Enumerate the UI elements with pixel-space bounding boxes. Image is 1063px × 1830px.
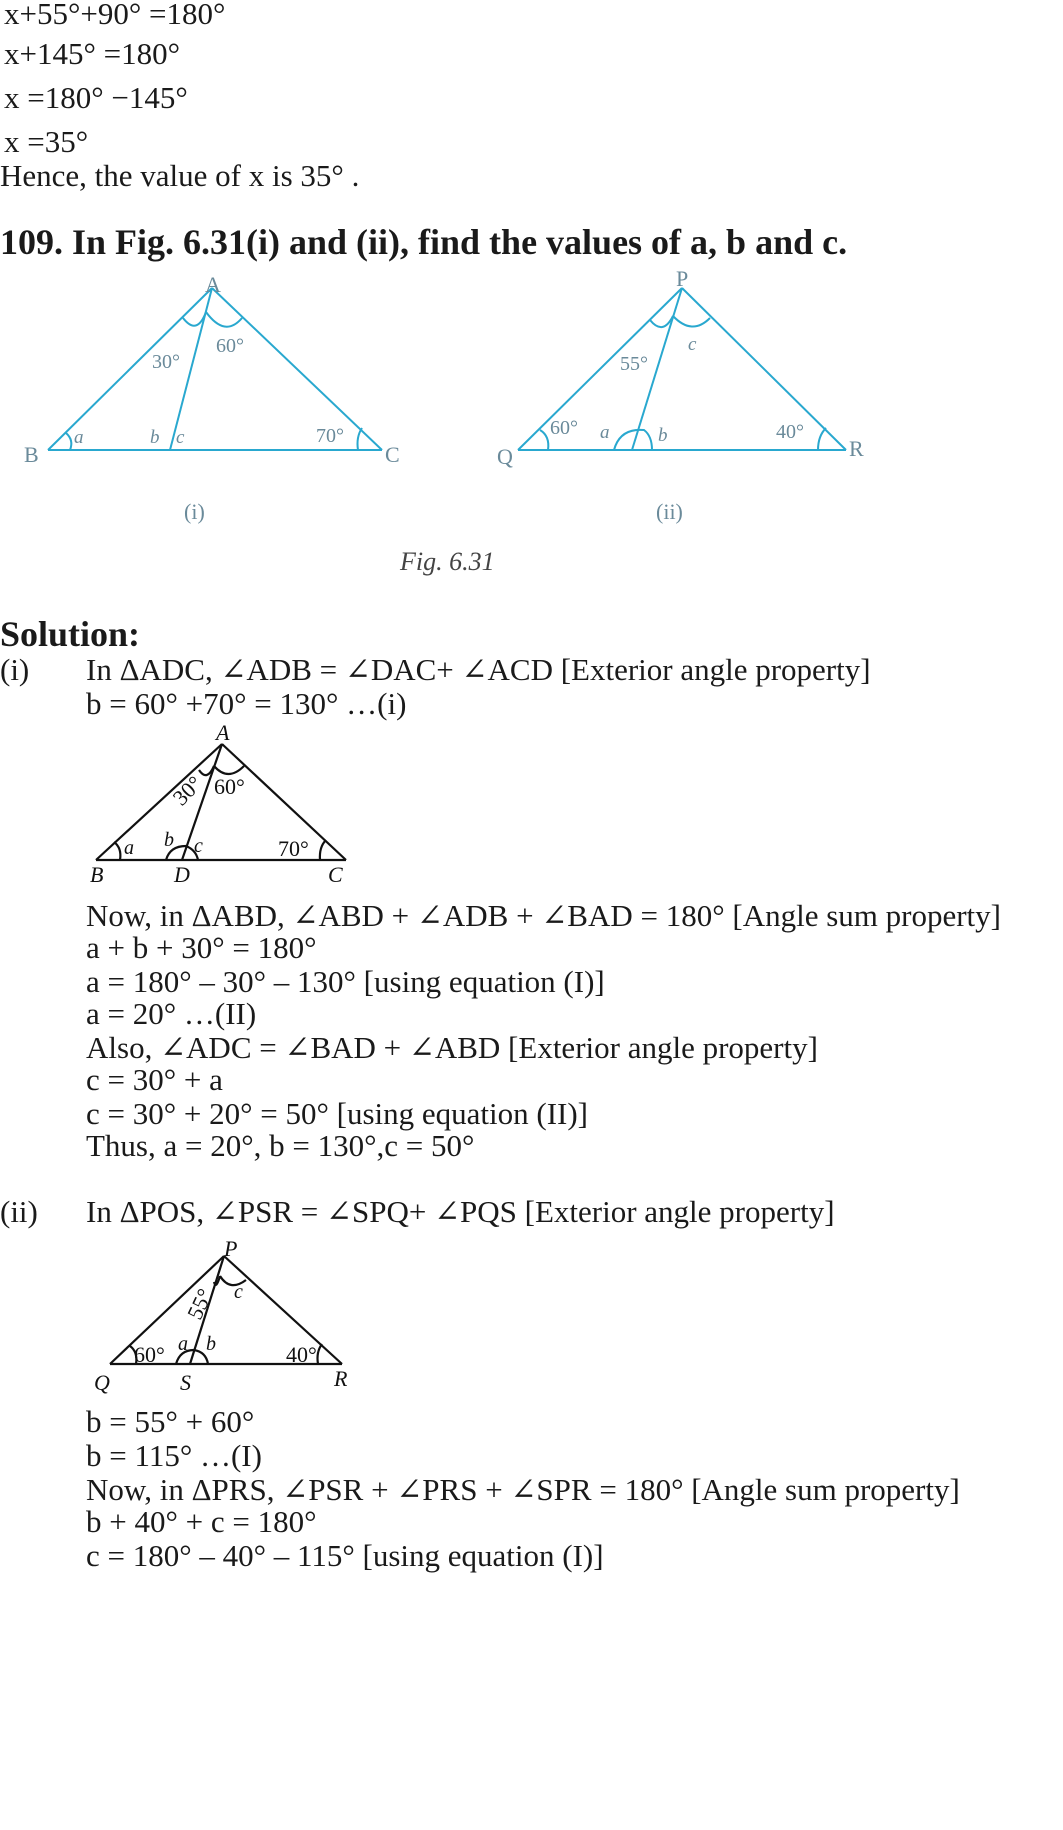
diagram1-label-30: 30° (167, 770, 208, 811)
diagram2-label-P: P (224, 1236, 238, 1261)
intro-line-3: x =180° −145° (4, 80, 188, 115)
intro-conclusion: Hence, the value of x is 35° . (0, 158, 360, 193)
intro-line-1: x+55°+90° =180° (4, 0, 226, 31)
diagram1-label-D: D (174, 862, 190, 887)
intro-line-2: x+145° =180° (4, 36, 181, 71)
part1-after-3: a = 180° – 30° – 130° [using equation (I)] (86, 964, 605, 999)
label-a-right: a (600, 422, 610, 443)
label-B: B (24, 442, 39, 467)
part1-line-2: b = 60° +70° = 130° …(i) (86, 686, 407, 721)
label-c-left: c (176, 427, 185, 448)
diagram2-label-40: 40° (286, 1342, 317, 1367)
solution-heading: Solution: (0, 614, 141, 654)
diagram1-label-b: b (164, 829, 174, 851)
label-70-left: 70° (316, 425, 344, 447)
label-C: C (385, 442, 400, 467)
label-b-left: b (150, 427, 160, 448)
diagram1-label-A: A (216, 720, 230, 745)
part1-after-8: Thus, a = 20°, b = 130°,c = 50° (86, 1128, 475, 1163)
part2-after-4: b + 40° + c = 180° (86, 1504, 317, 1539)
diagram1-label-c: c (194, 835, 203, 857)
label-c-right: c (688, 334, 697, 355)
part2-after-5: c = 180° – 40° – 115° [using equation (I)] (86, 1538, 604, 1573)
sub-label-i: (i) (184, 499, 205, 524)
part1-after-5: Also, ∠ADC = ∠BAD + ∠ABD [Exterior angle property] (86, 1030, 818, 1065)
part2-label: (ii) (0, 1194, 38, 1229)
diagram2-label-a: a (178, 1333, 188, 1355)
intro-line-4: x =35° (4, 124, 89, 159)
part1-after-4: a = 20° …(II) (86, 996, 257, 1031)
label-b-right: b (658, 425, 668, 446)
part1-after-1: Now, in ΔABD, ∠ABD + ∠ADB + ∠BAD = 180° [Angle sum property] (86, 898, 1001, 933)
part1-line-1: In ΔADC, ∠ADB = ∠DAC+ ∠ACD [Exterior angle property] (86, 652, 871, 687)
label-P: P (676, 266, 689, 291)
diagram2-label-R: R (334, 1366, 348, 1391)
diagram1-label-B: B (90, 862, 104, 887)
diagram2-label-55: 55° (181, 1284, 218, 1324)
label-R: R (849, 436, 864, 461)
part1-label: (i) (0, 652, 30, 687)
sub-label-ii: (ii) (656, 499, 683, 524)
diagram1-label-C: C (328, 862, 343, 887)
label-40: 40° (776, 421, 804, 443)
part1-after-6: c = 30° + a (86, 1062, 223, 1097)
part2-after-2: b = 115° …(I) (86, 1438, 262, 1473)
diagram1-label-60: 60° (214, 774, 245, 799)
diagram1-label-70: 70° (278, 836, 309, 861)
diagram2-label-60: 60° (134, 1342, 165, 1367)
part2-line-1: In ΔPOS, ∠PSR = ∠SPQ+ ∠PQS [Exterior angle property] (86, 1194, 835, 1229)
part2-after-3: Now, in ΔPRS, ∠PSR + ∠PRS + ∠SPR = 180° [Angle sum property] (86, 1472, 960, 1507)
part2-after-1: b = 55° + 60° (86, 1404, 255, 1439)
question-title: 109. In Fig. 6.31(i) and (ii), find the values of a, b and c. (0, 222, 848, 262)
label-a-left: a (74, 427, 84, 448)
label-A: A (205, 272, 221, 297)
label-Q: Q (497, 444, 513, 469)
diagram2-label-Q: Q (94, 1370, 110, 1395)
diagram1-label-a: a (124, 837, 134, 859)
label-60-left: 60° (216, 335, 244, 357)
label-55: 55° (620, 353, 648, 375)
label-60-right: 60° (550, 417, 578, 439)
diagram2-label-b: b (206, 1333, 216, 1355)
part1-after-7: c = 30° + 20° = 50° [using equation (II)] (86, 1096, 589, 1131)
label-30-left: 30° (152, 351, 180, 373)
part1-after-2: a + b + 30° = 180° (86, 930, 317, 965)
diagram2-label-S: S (180, 1370, 191, 1395)
diagram2-label-c: c (234, 1281, 243, 1303)
figure-caption: Fig. 6.31 (400, 547, 495, 576)
